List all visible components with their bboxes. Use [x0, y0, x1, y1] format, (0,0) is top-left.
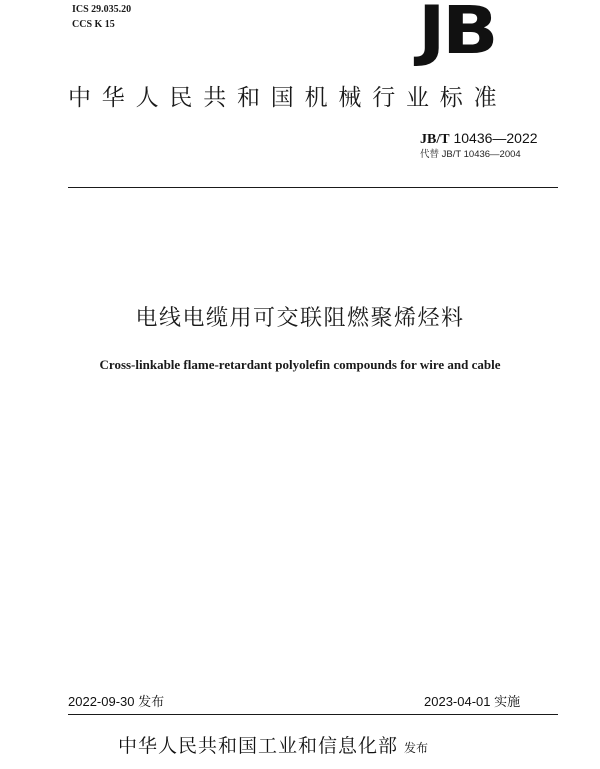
jb-logo: JB	[418, 0, 496, 69]
replaces-standard: 代替 JB/T 10436—2004	[420, 149, 521, 160]
publish-label: 发布	[138, 694, 165, 709]
issuer-suffix: 发布	[404, 741, 429, 755]
publish-date-line	[68, 693, 164, 711]
publish-date: 2022-09-30	[68, 694, 135, 709]
implement-label: 实施	[494, 694, 521, 709]
document-title-english: Cross-linkable flame-retardant polyolefin compounds for wire and cable	[99, 357, 501, 372]
standard-number	[420, 129, 538, 149]
issuing-authority	[118, 734, 428, 760]
implement-date-line	[424, 693, 520, 711]
header-divider	[68, 187, 558, 188]
ics-code: ICS 29.035.20	[72, 4, 132, 15]
ccs-code: CCS K 15	[72, 19, 115, 30]
standard-number-value: 10436—2022	[453, 130, 538, 146]
standard-number-prefix: JB/T	[420, 132, 450, 147]
issuer-name: 中华人民共和国工业和信息化部	[118, 735, 399, 757]
footer-divider	[68, 714, 558, 715]
industry-standard-heading: 中华人民共和国机械行业标准	[68, 85, 508, 111]
document-title-chinese: 电线电缆用可交联阻燃聚烯烃料	[135, 306, 465, 331]
classification-codes	[72, 2, 131, 32]
implement-date: 2023-04-01	[424, 694, 491, 709]
